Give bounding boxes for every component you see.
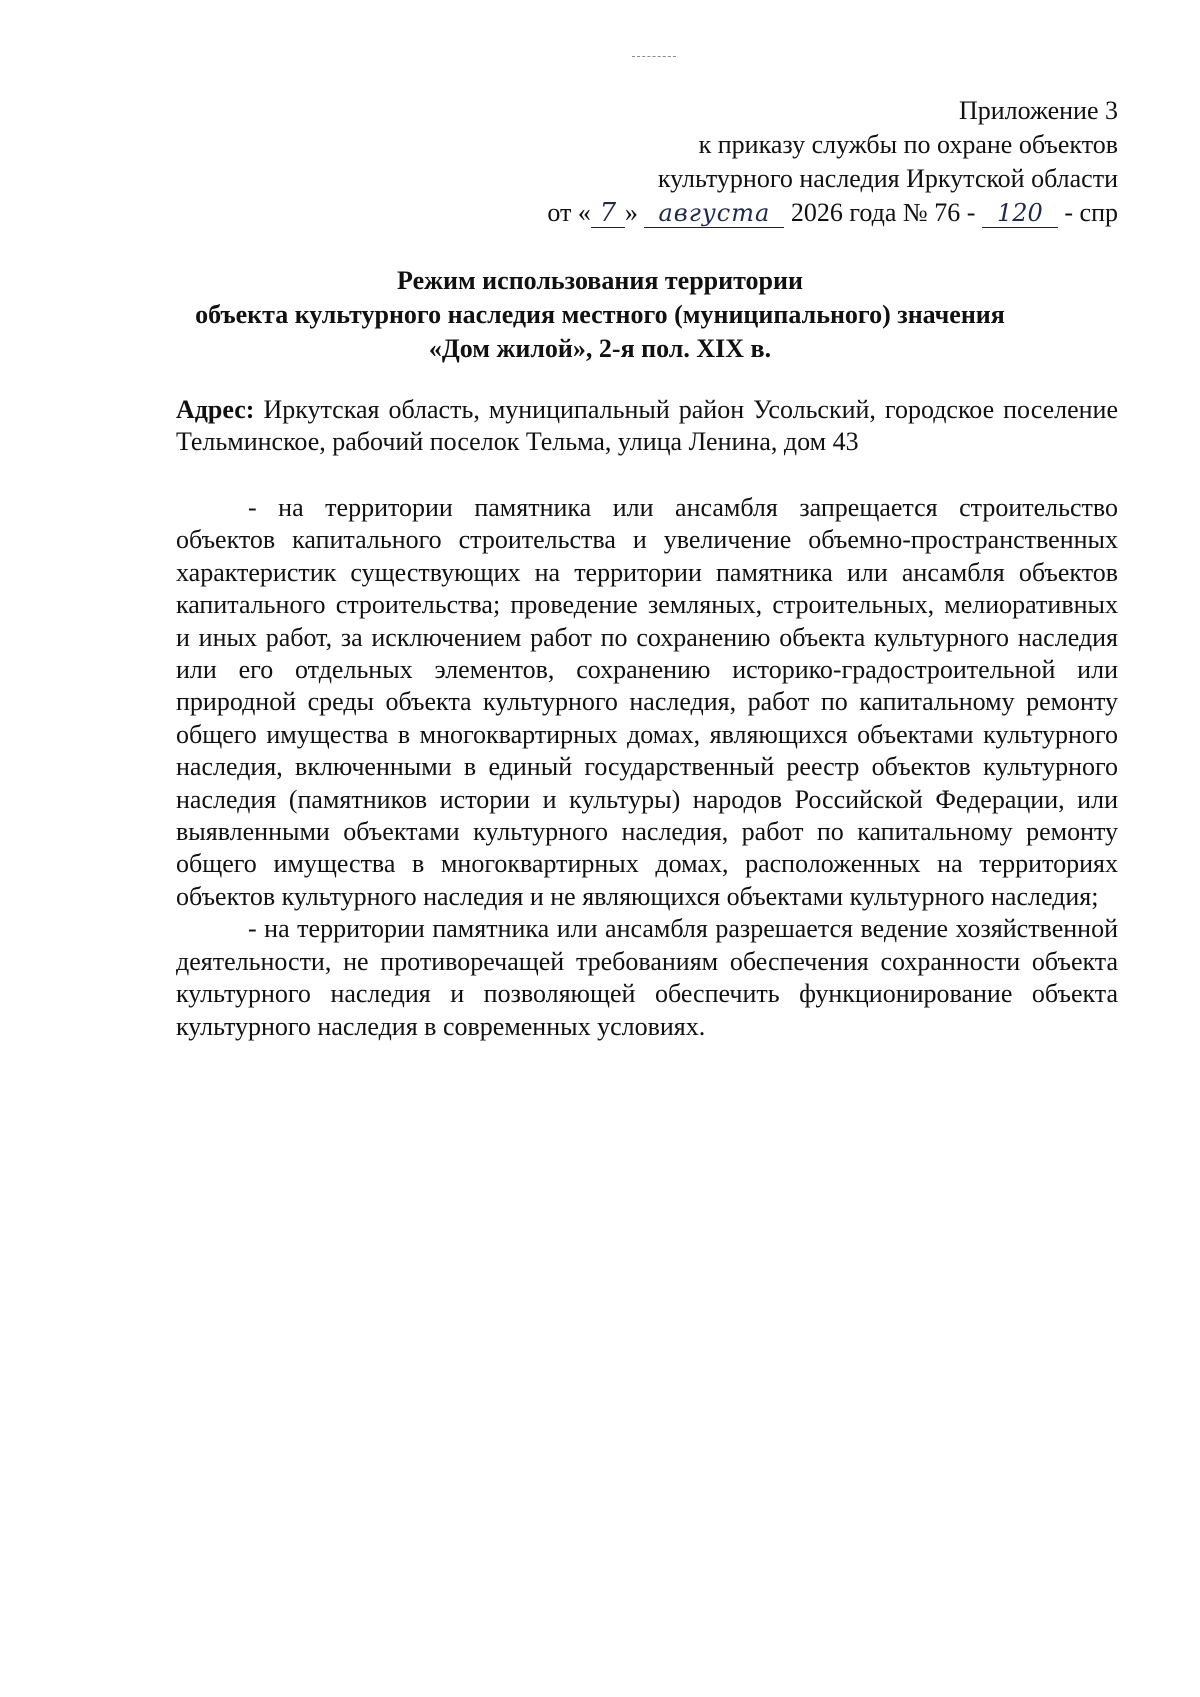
title-line-3: «Дом жилой», 2-я пол. XIX в.	[428, 334, 772, 363]
year-text: 2026 года № 76 -	[784, 198, 982, 227]
handwritten-order-number: 120	[982, 199, 1058, 228]
handwritten-day: 7	[591, 199, 625, 228]
address-label: Адрес:	[176, 395, 255, 424]
title-line-2: объекта культурного наследия местного (муниципального) значения	[195, 300, 1005, 329]
document-title	[150, 264, 1050, 366]
appendix-order-ref: к приказу службы по охране объектов	[698, 130, 1118, 159]
rule-prohibited: - на территории памятника или ансамбля запрещается строительство объектов капитального строительства и увеличение объемно-пространственных характеристик существующих на территории памятника или ансамбля объектов капитального строительства; проведение земляных, строительных, мелиоративных и иных работ, за исключением работ по сохранению объекта культурного наследия или его отдельных элементов, сохранению историко-градостроительной или природной среды объекта культурного наследия, работ по капитальному ремонту общего имущества в многоквартирных домах, являющихся объектами культурного наследия, включенными в единый государственный реестр объектов культурного наследия (памятников истории и культуры) народов Российской Федерации, или выявленными объектами культурного наследия, работ по капитальному ремонту общего имущества в многоквартирных домах, расположенных на территориях объектов культурного наследия и не являющихся объектами культурного наследия;	[176, 493, 1118, 911]
scan-mark	[632, 56, 676, 57]
rule-permitted: - на территории памятника или ансамбля разрешается ведение хозяйственной деятельности, не противоречащей требованиям обеспечения сохранности объекта культурного наследия и позволяющей обеспечить функционирование объекта культурного наследия в современных условиях.	[176, 914, 1118, 1041]
handwritten-month: августа	[644, 199, 784, 228]
order-suffix: - спр	[1057, 198, 1118, 227]
appendix-authority: культурного наследия Иркутской области	[657, 164, 1118, 193]
usage-rules	[176, 492, 1118, 1043]
order-date-line	[518, 196, 1118, 230]
address-text: Иркутская область, муниципальный район Усольский, городское поселение Тельминское, рабочий поселок Тельма, улица Ленина, дом 43	[176, 395, 1118, 457]
appendix-number: Приложение 3	[958, 96, 1118, 125]
appendix-header	[518, 94, 1118, 230]
title-line-1: Режим использования территории	[397, 266, 803, 295]
date-prefix: от «	[547, 198, 591, 227]
address-paragraph	[176, 394, 1118, 459]
date-mid: »	[624, 198, 645, 227]
